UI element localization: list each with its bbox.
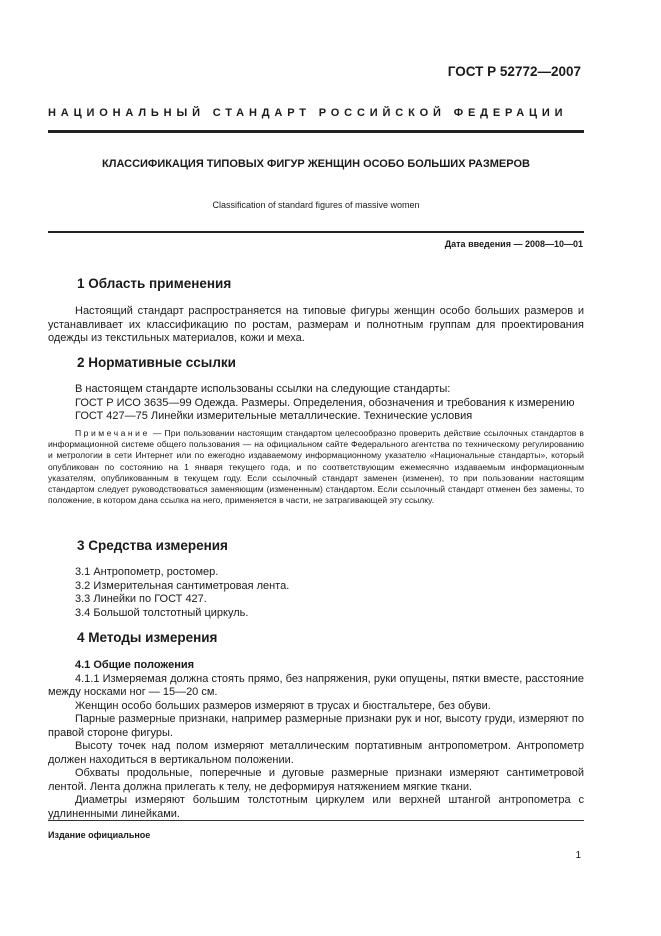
page-number: 1: [575, 850, 581, 861]
tool-item-2: 3.2 Измерительная сантиметровая лента.: [75, 579, 290, 592]
note-text: — При пользовании настоящим стандартом целесообразно проверить действие ссылочных стандартов в информационной системе общего пользования — на официальном сайте Федерального агентства по техническому регулированию и метрологии в сети Интернет или по ежегодно издаваемому информационному указателю «Национальные стандарты», который опубликован по состоянию на 1 января текущего года, и по соответствующим ежемесячно издаваемым информационным указателям, опубликованным в текущем году. Если ссылочный стандарт заменен (изменен), то при пользовании настоящим стандартом следует руководствоваться заменяющим (измененным) стандартом. Если ссылочный стандарт отменен без замены, то положение, в котором дана ссылка на него, применяется в части, не затрагивающей эту ссылку.: [48, 428, 584, 506]
footer-divider: [48, 820, 584, 821]
section-4-paragraph-3: Парные размерные признаки, например размерные признаки рук и ног, высоту груди, измеряют по правой стороне фигуры.: [48, 713, 584, 739]
section-3-heading: 3 Средства измерения: [77, 538, 228, 553]
header-divider: [48, 130, 584, 133]
section-2-intro: В настоящем стандарте использованы ссылки на следующие стандарты:: [75, 383, 451, 395]
title-divider: [48, 231, 584, 233]
section-4-paragraph-1: 4.1.1 Измеряемая должна стоять прямо, без напряжения, руки опущены, пятки вместе, расстояние между носками ног — 15—20 см.: [48, 672, 584, 698]
introduction-date: Дата введения — 2008—10—01: [444, 239, 583, 249]
tool-item-4: 3.4 Большой толстотный циркуль.: [75, 606, 249, 619]
tool-item-1: 3.1 Антропометр, ростомер.: [75, 566, 219, 578]
section-1-heading: 1 Область применения: [77, 276, 232, 291]
section-4-paragraph-4: Высоту точек над полом измеряют металлическим портативным антропометром. Антропометр должен находиться в вертикальном положении.: [48, 740, 584, 766]
section-4-paragraph-5: Обхваты продольные, поперечные и дуговые размерные признаки измеряют сантиметровой лентой. Лента должна прилегать к телу, не деформируя натяжением мягкие ткани.: [48, 767, 584, 793]
note-paragraph: [48, 428, 584, 506]
section-4-paragraph-6: Диаметры измеряют большим толстотным циркулем или верхней штангой антропометра с удлиненными линейками.: [48, 794, 584, 820]
document-title: КЛАССИФИКАЦИЯ ТИПОВЫХ ФИГУР ЖЕНЩИН ОСОБО БОЛЬШИХ РАЗМЕРОВ: [102, 158, 530, 170]
reference-1: ГОСТ Р ИСО 3635—99 Одежда. Размеры. Определения, обозначения и требования к измерению: [75, 396, 575, 409]
section-1-text: Настоящий стандарт распространяется на типовые фигуры женщин особо больших размеров и устанавливает их классификацию по ростам, размерам и полнотным группам для проектирования одежды из текстильных материалов, кожи и меха.: [48, 305, 584, 344]
section-4-paragraph-2: Женщин особо больших размеров измеряют в трусах и бюстгальтере, без обуви.: [75, 699, 491, 712]
tool-item-3: 3.3 Линейки по ГОСТ 427.: [75, 593, 207, 605]
national-standard-banner: НАЦИОНАЛЬНЫЙ СТАНДАРТ РОССИЙСКОЙ ФЕДЕРАЦИИ: [48, 107, 568, 119]
document-title-english: Classification of standard figures of massive women: [212, 200, 420, 210]
official-edition-label: Издание официальное: [48, 830, 151, 840]
section-4-heading: 4 Методы измерения: [77, 630, 218, 645]
reference-2: ГОСТ 427—75 Линейки измерительные металлические. Технические условия: [75, 410, 473, 422]
section-2-heading: 2 Нормативные ссылки: [77, 355, 236, 370]
subsection-4-1-heading: 4.1 Общие положения: [75, 659, 195, 671]
standard-code: ГОСТ Р 52772—2007: [447, 64, 581, 79]
note-label: Примечание: [75, 428, 150, 438]
